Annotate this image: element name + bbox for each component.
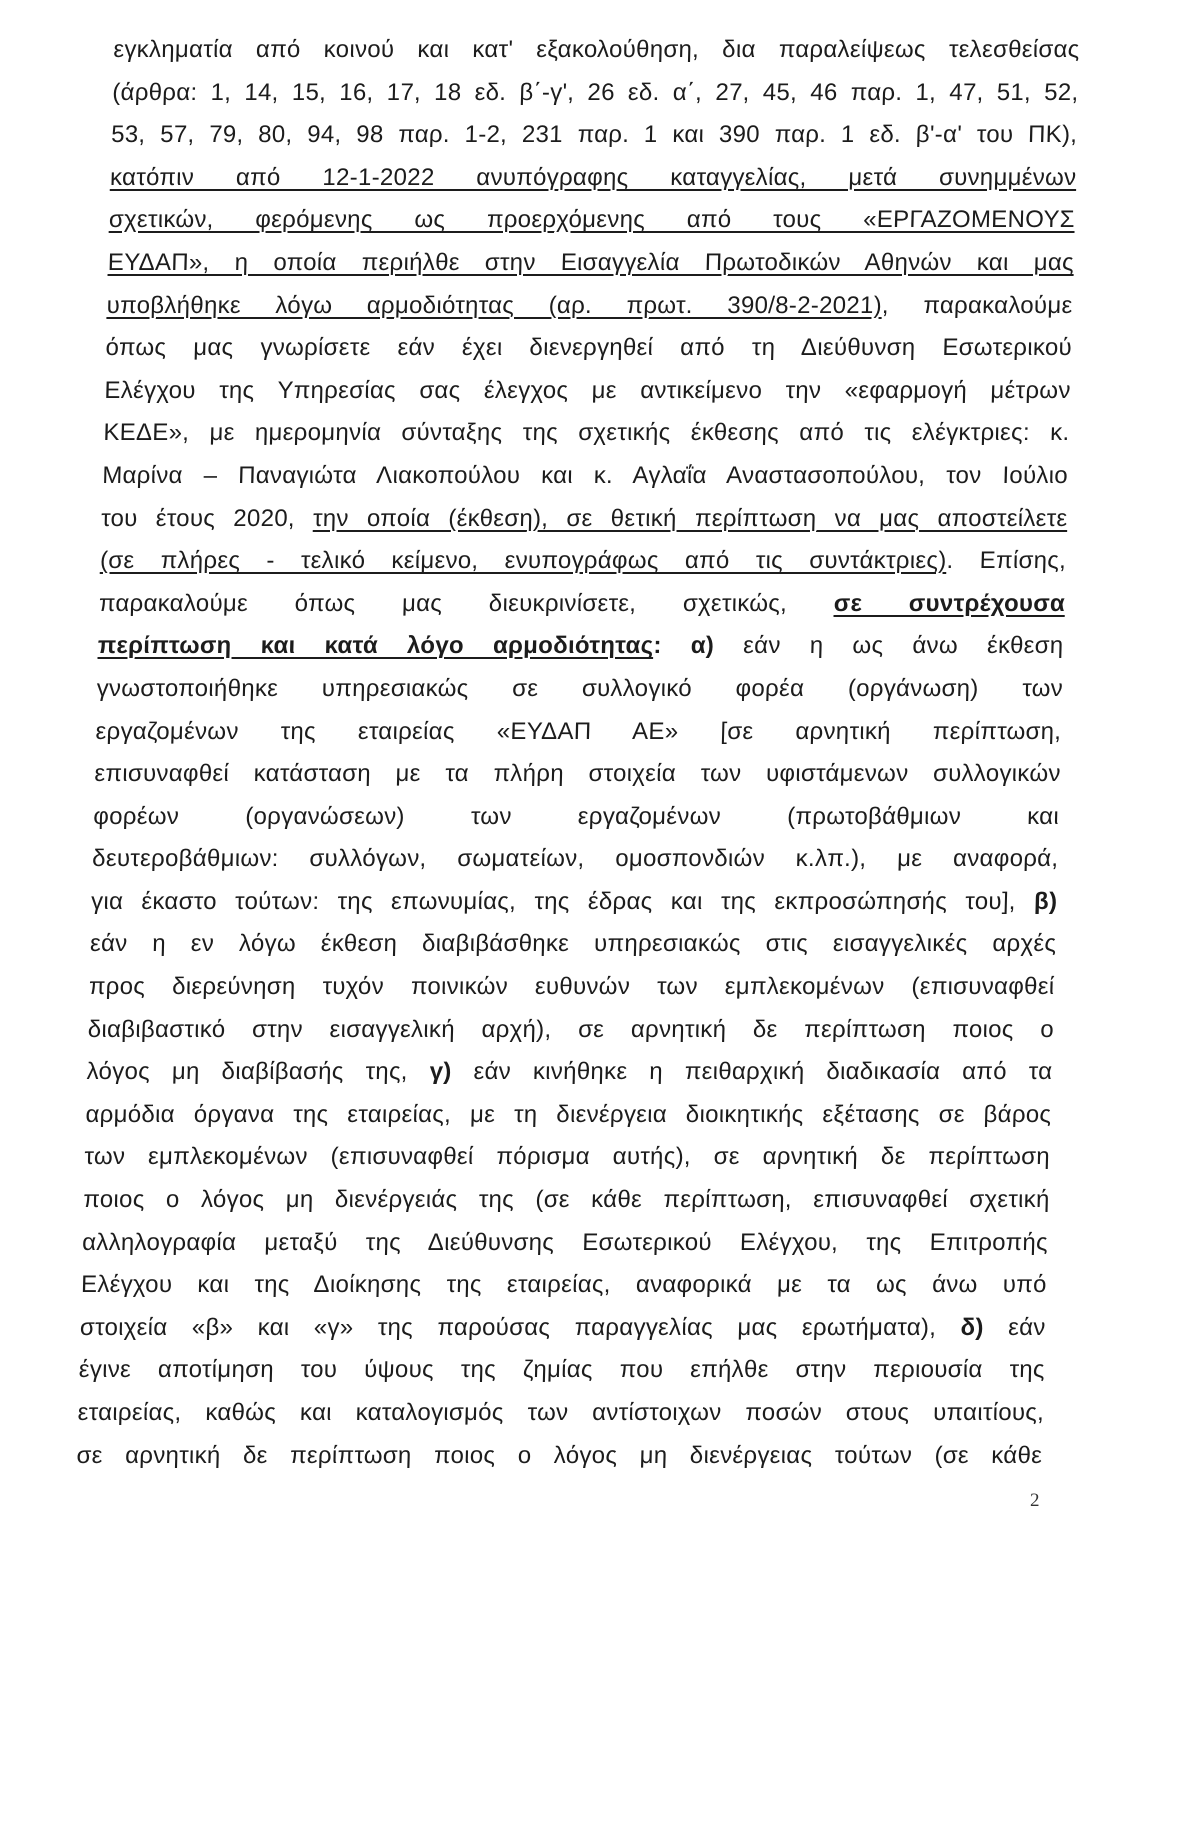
text-segment: . Επίσης, — [946, 547, 1067, 575]
text-line-content — [108, 199, 1075, 242]
text-segment: εργαζομένων της εταιρείας «ΕΥΔΑΠ ΑΕ» [σε αρνητική περίπτωση, — [95, 717, 1062, 745]
text-line-content — [93, 796, 1060, 839]
text-line — [93, 796, 1060, 839]
text-segment: εάν η εν λόγω έκθεση διαβιβάσθηκε υπηρεσιακώς στις εισαγγελικές αρχές — [89, 930, 1057, 958]
text-line-content — [105, 327, 1072, 370]
text-line — [102, 455, 1069, 498]
bold-text: β) — [1033, 887, 1058, 915]
text-line — [99, 540, 1066, 583]
text-segment: παρακαλούμε όπως μας διευκρινίσετε, σχετικώς, — [98, 589, 835, 617]
text-line-content — [89, 923, 1056, 966]
bold-text: γ) — [429, 1058, 453, 1086]
text-line-content — [113, 29, 1080, 72]
document-body — [76, 29, 1080, 1478]
text-line — [111, 114, 1078, 157]
text-segment: Μαρίνα – Παναγιώτα Λιακοπούλου και κ. Αγλαΐα Αναστασοπούλου, τον Ιούλιο — [101, 461, 1069, 489]
text-line-content — [91, 881, 1058, 924]
text-line — [101, 498, 1068, 541]
bold-underlined-text: περίπτωση και κατά λόγο αρμοδιότητας — [97, 632, 654, 660]
text-line — [84, 1136, 1051, 1179]
text-line-content — [96, 668, 1063, 711]
text-line-content — [82, 1222, 1049, 1265]
text-line-content — [99, 540, 1066, 583]
text-line-content — [106, 285, 1073, 328]
text-line-content — [83, 1179, 1051, 1222]
text-line — [91, 881, 1058, 924]
text-line-content — [111, 114, 1078, 157]
text-segment: 53, 57, 79, 80, 94, 98 παρ. 1-2, 231 παρ. 1 και 390 παρ. 1 εδ. β'-α' του ΠΚ), — [110, 121, 1078, 149]
text-line — [82, 1222, 1049, 1265]
underlined-text: σχετικών, φερόμενης ως προερχόμενης από τους «ΕΡΓΑΖΟΜΕΝΟΥΣ — [108, 206, 1076, 234]
text-segment: προς διερεύνηση τυχόν ποινικών ευθυνών των εμπλεκομένων (επισυναφθεί — [88, 973, 1055, 1001]
text-segment: εάν η ως άνω έκθεση — [713, 632, 1064, 660]
text-segment: εάν κινήθηκε η πειθαρχική διαδικασία από τα — [451, 1058, 1053, 1086]
text-line-content — [110, 157, 1077, 200]
text-segment: αλληλογραφία μεταξύ της Διεύθυνσης Εσωτερικού Ελέγχου, της Επιτροπής — [81, 1228, 1049, 1256]
text-segment: γνωστοποιήθηκε υπηρεσιακώς σε συλλογικό φορέα (οργάνωση) των — [96, 674, 1064, 702]
text-segment: για έκαστο τούτων: της επωνυμίας, της έδρας και της εκπροσώπησής του], — [90, 887, 1035, 915]
text-line — [98, 583, 1065, 626]
text-segment: αρμόδια όργανα της εταιρείας, με τη διενέργεια διοικητικής εξέτασης σε βάρος — [85, 1100, 1052, 1128]
text-line — [113, 29, 1080, 72]
text-line — [92, 838, 1059, 881]
text-line-content — [86, 1051, 1053, 1094]
text-line — [104, 370, 1071, 413]
text-line — [112, 72, 1079, 115]
underlined-text: την οποία (έκθεση), σε θετική περίπτωση να μας αποστείλετε — [312, 504, 1068, 532]
text-segment: ποιος ο λόγος μη διενέργειάς της (σε κάθε περίπτωση, επισυναφθεί σχετική — [82, 1186, 1051, 1214]
text-line-content — [103, 412, 1070, 455]
text-line — [77, 1392, 1044, 1435]
text-segment: Ελέγχου και της Διοίκησης της εταιρείας, αναφορικά με τα ως άνω υπό — [80, 1271, 1048, 1299]
text-line-content — [112, 72, 1079, 115]
page-number: 2 — [1030, 1490, 1040, 1511]
text-line — [105, 327, 1072, 370]
text-line-content — [97, 625, 1064, 668]
text-segment: εάν — [983, 1313, 1046, 1341]
underlined-text: κατόπιν από 12-1-2022 ανυπόγραφης καταγγελίας, μετά συνημμένων — [109, 163, 1077, 191]
text-line — [108, 199, 1075, 242]
text-line-content — [102, 455, 1069, 498]
text-line-content — [104, 370, 1071, 413]
text-line-content — [77, 1392, 1045, 1435]
text-line — [86, 1051, 1053, 1094]
text-segment: δευτεροβάθμιων: συλλόγων, σωματείων, ομοσπονδιών κ.λπ.), με αναφορά, — [91, 845, 1059, 873]
text-line — [103, 412, 1070, 455]
text-line — [83, 1179, 1050, 1222]
text-segment: όπως μας γνωρίσετε εάν έχει διενεργηθεί από τη Διεύθυνση Εσωτερικού — [105, 334, 1073, 362]
text-segment: φορέων (οργανώσεων) των εργαζομένων (πρωτοβάθμιων και — [93, 802, 1060, 830]
bold-underlined-text: σε συντρέχουσα — [833, 589, 1066, 617]
text-line-content — [88, 966, 1055, 1009]
text-line — [78, 1349, 1045, 1392]
text-line — [76, 1435, 1043, 1478]
text-segment: εταιρείας, καθώς και καταλογισμός των αντίστοιχων ποσών στους υπαιτίους, — [77, 1399, 1045, 1426]
text-line-content — [87, 1009, 1054, 1052]
text-line-content — [107, 242, 1074, 285]
text-line — [87, 1009, 1054, 1052]
text-segment: έγινε αποτίμηση του ύψους της ζημίας που επήλθε στην περιουσία της — [78, 1356, 1046, 1384]
text-line — [81, 1264, 1048, 1307]
underlined-text: ΕΥΔΑΠ», η οποία περιήλθε στην Εισαγγελία Πρωτοδικών Αθηνών και μας — [107, 248, 1075, 276]
text-line-content — [98, 583, 1065, 626]
text-segment: (άρθρα: 1, 14, 15, 16, 17, 18 εδ. β΄-γ', 26 εδ. α΄, 27, 45, 46 παρ. 1, 47, 51, 52, — [111, 78, 1079, 106]
text-line — [85, 1094, 1052, 1137]
text-line — [110, 157, 1077, 200]
bold-text: : α) — [653, 632, 715, 660]
text-line-content — [81, 1264, 1048, 1307]
text-segment: λόγος μη διαβίβασής της, — [86, 1058, 431, 1086]
text-line-content — [79, 1307, 1046, 1350]
text-line — [89, 923, 1056, 966]
text-line — [94, 753, 1061, 796]
bold-text: δ) — [960, 1313, 985, 1341]
text-line — [88, 966, 1055, 1009]
text-segment: εγκληματία από κοινού και κατ' εξακολούθηση, δια παραλείψεως τελεσθείσας — [113, 36, 1080, 63]
text-line-content — [85, 1094, 1052, 1137]
text-line-content — [84, 1136, 1051, 1179]
text-line-content — [101, 498, 1068, 541]
text-line-content — [76, 1435, 1043, 1478]
text-line — [107, 242, 1074, 285]
text-segment: σε αρνητική δε περίπτωση ποιος ο λόγος μη διενέργειας τούτων (σε κάθε — [76, 1441, 1043, 1469]
text-line-content — [95, 711, 1062, 754]
underlined-text: υποβλήθηκε λόγω αρμοδιότητας (αρ. πρωτ. 390/8-2-2021) — [106, 291, 883, 319]
text-line-content — [92, 838, 1059, 881]
underlined-text: (σε πλήρες - τελικό κείμενο, ενυπογράφως από τις συντάκτριες) — [99, 547, 947, 575]
text-segment: των εμπλεκομένων (επισυναφθεί πόρισμα αυτής), σε αρνητική δε περίπτωση — [84, 1143, 1051, 1171]
text-segment: Ελέγχου της Υπηρεσίας σας έλεγχος με αντικείμενο την «εφαρμογή μέτρων — [104, 376, 1072, 404]
text-segment: του έτους 2020, — [100, 504, 314, 532]
text-segment: διαβιβαστικό στην εισαγγελική αρχή), σε αρνητική δε περίπτωση ποιος ο — [87, 1015, 1055, 1043]
text-line — [95, 711, 1062, 754]
text-line — [97, 625, 1064, 668]
text-line — [96, 668, 1063, 711]
text-segment: ΚΕΔΕ», με ημερομηνία σύνταξης της σχετικής έκθεσης από τις ελέγκτριες: κ. — [103, 419, 1070, 447]
text-line-content — [78, 1349, 1045, 1392]
text-line — [79, 1307, 1046, 1350]
text-line-content — [94, 753, 1061, 796]
text-segment: , παρακαλούμε — [881, 291, 1073, 319]
text-line — [106, 285, 1073, 328]
text-segment: στοιχεία «β» και «γ» της παρούσας παραγγελίας μας ερωτήματα), — [79, 1313, 961, 1341]
text-segment: επισυναφθεί κατάσταση με τα πλήρη στοιχεία των υφιστάμενων συλλογικών — [94, 760, 1062, 788]
